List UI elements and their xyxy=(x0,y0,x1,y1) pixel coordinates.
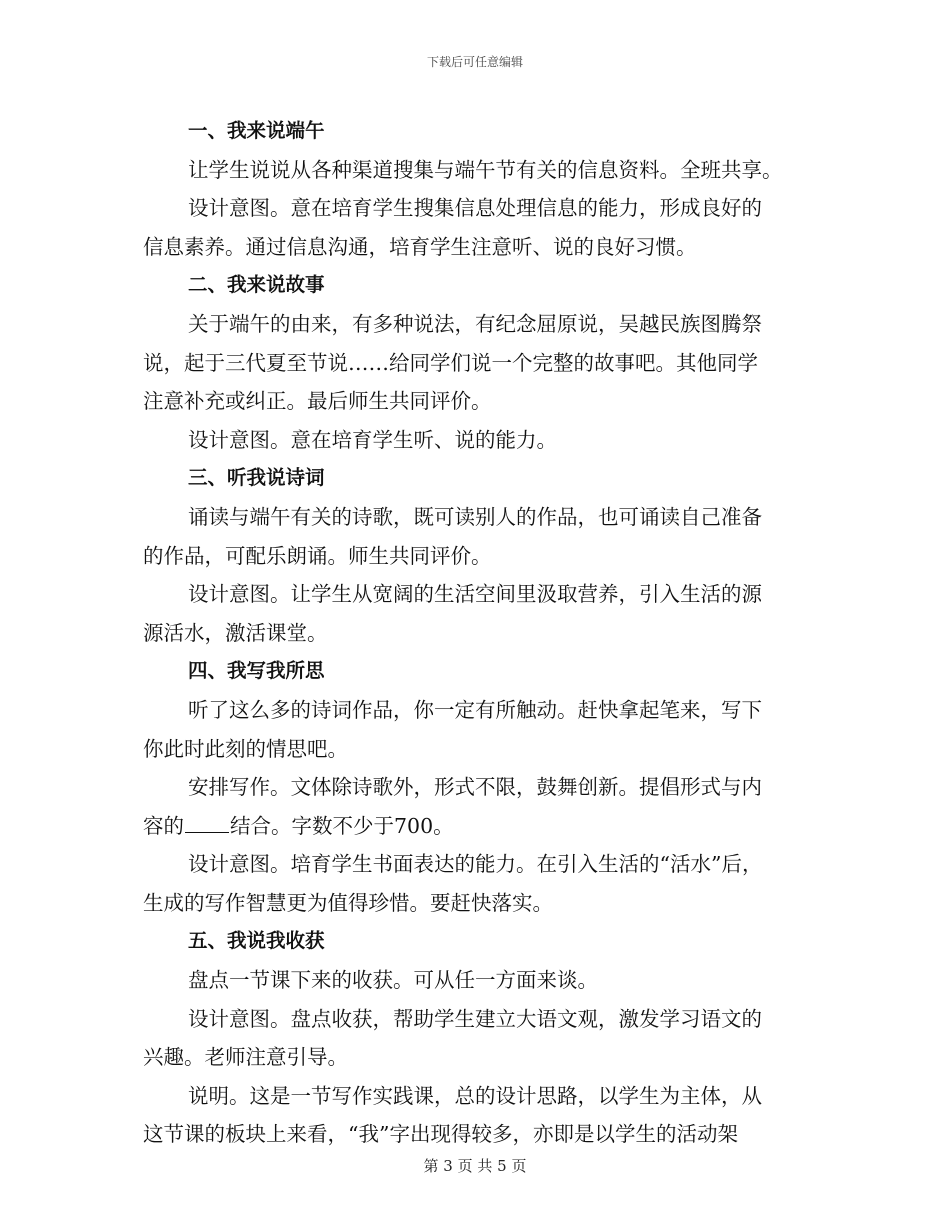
paragraph-line: 源活水，激活课堂。 xyxy=(143,620,328,645)
section-heading: 二、我来说故事 xyxy=(188,273,325,297)
paragraph-line: 注意补充或纠正。最后师生共同评价。 xyxy=(143,389,492,414)
text-fragment: 容的 xyxy=(143,813,184,838)
paragraph-line xyxy=(143,807,813,846)
paragraph-line: 生成的写作智慧更为值得珍惜。要赶快落实。 xyxy=(143,890,553,915)
paragraph-line: 的作品，可配乐朗诵。师生共同评价。 xyxy=(143,543,492,568)
paragraph-line: 你此时此刻的情思吧。 xyxy=(143,736,348,761)
section-heading: 一、我来说端午 xyxy=(188,119,325,142)
page-footer: 第 3 页 共 5 页 xyxy=(423,1157,527,1175)
section-heading: 五、我说我收获 xyxy=(188,929,325,953)
paragraph-line: 兴趣。老师注意引导。 xyxy=(143,1045,348,1070)
paragraph-line: 设计意图。盘点收获，帮助学生建立大语文观，激发学习语文的 xyxy=(188,1006,762,1031)
paragraph-line: 让学生说说从各种渠道搜集与端午节有关的信息资料。全班共享。 xyxy=(188,157,783,182)
paragraph-line: 设计意图。让学生从宽阔的生活空间里汲取营养，引入生活的源 xyxy=(188,582,762,607)
paragraph-line: 盘点一节课下来的收获。可从任一方面来谈。 xyxy=(188,968,598,993)
paragraph-line: 听了这么多的诗词作品，你一定有所触动。赶快拿起笔来，写下 xyxy=(188,697,762,722)
paragraph-line: 说，起于三代夏至节说……给同学们说一个完整的故事吧。其他同学 xyxy=(143,350,758,375)
paragraph-line: 诵读与端午有关的诗歌，既可读别人的作品，也可诵读自己准备 xyxy=(188,504,762,529)
page-header: 下载后可任意编辑 xyxy=(426,55,523,69)
document-body xyxy=(143,112,813,1154)
paragraph-line: 说明。这是一节写作实践课，总的设计思路，以学生为主体，从 xyxy=(188,1083,762,1108)
paragraph-line: 信息素养。通过信息沟通，培育学生注意听、说的良好习惯。 xyxy=(143,234,697,259)
paragraph-line: 设计意图。意在培育学生听、说的能力。 xyxy=(188,427,557,452)
paragraph-line: 这节课的板块上来看，“我”字出现得较多，亦即是以学生的活动架 xyxy=(143,1122,738,1147)
fill-in-blank xyxy=(185,814,229,833)
paragraph-line: 关于端午的由来，有多种说法，有纪念屈原说，吴越民族图腾祭 xyxy=(188,311,762,336)
text-fragment: 结合。字数不少于700。 xyxy=(230,813,454,838)
paragraph-line: 安排写作。文体除诗歌外，形式不限，鼓舞创新。提倡形式与内 xyxy=(188,775,762,800)
section-heading: 三、听我说诗词 xyxy=(188,466,325,490)
paragraph-line: 设计意图。意在培育学生搜集信息处理信息的能力，形成良好的 xyxy=(188,196,762,221)
section-heading: 四、我写我所思 xyxy=(188,659,325,683)
paragraph-line: 设计意图。培育学生书面表达的能力。在引入生活的“活水”后， xyxy=(188,852,763,877)
